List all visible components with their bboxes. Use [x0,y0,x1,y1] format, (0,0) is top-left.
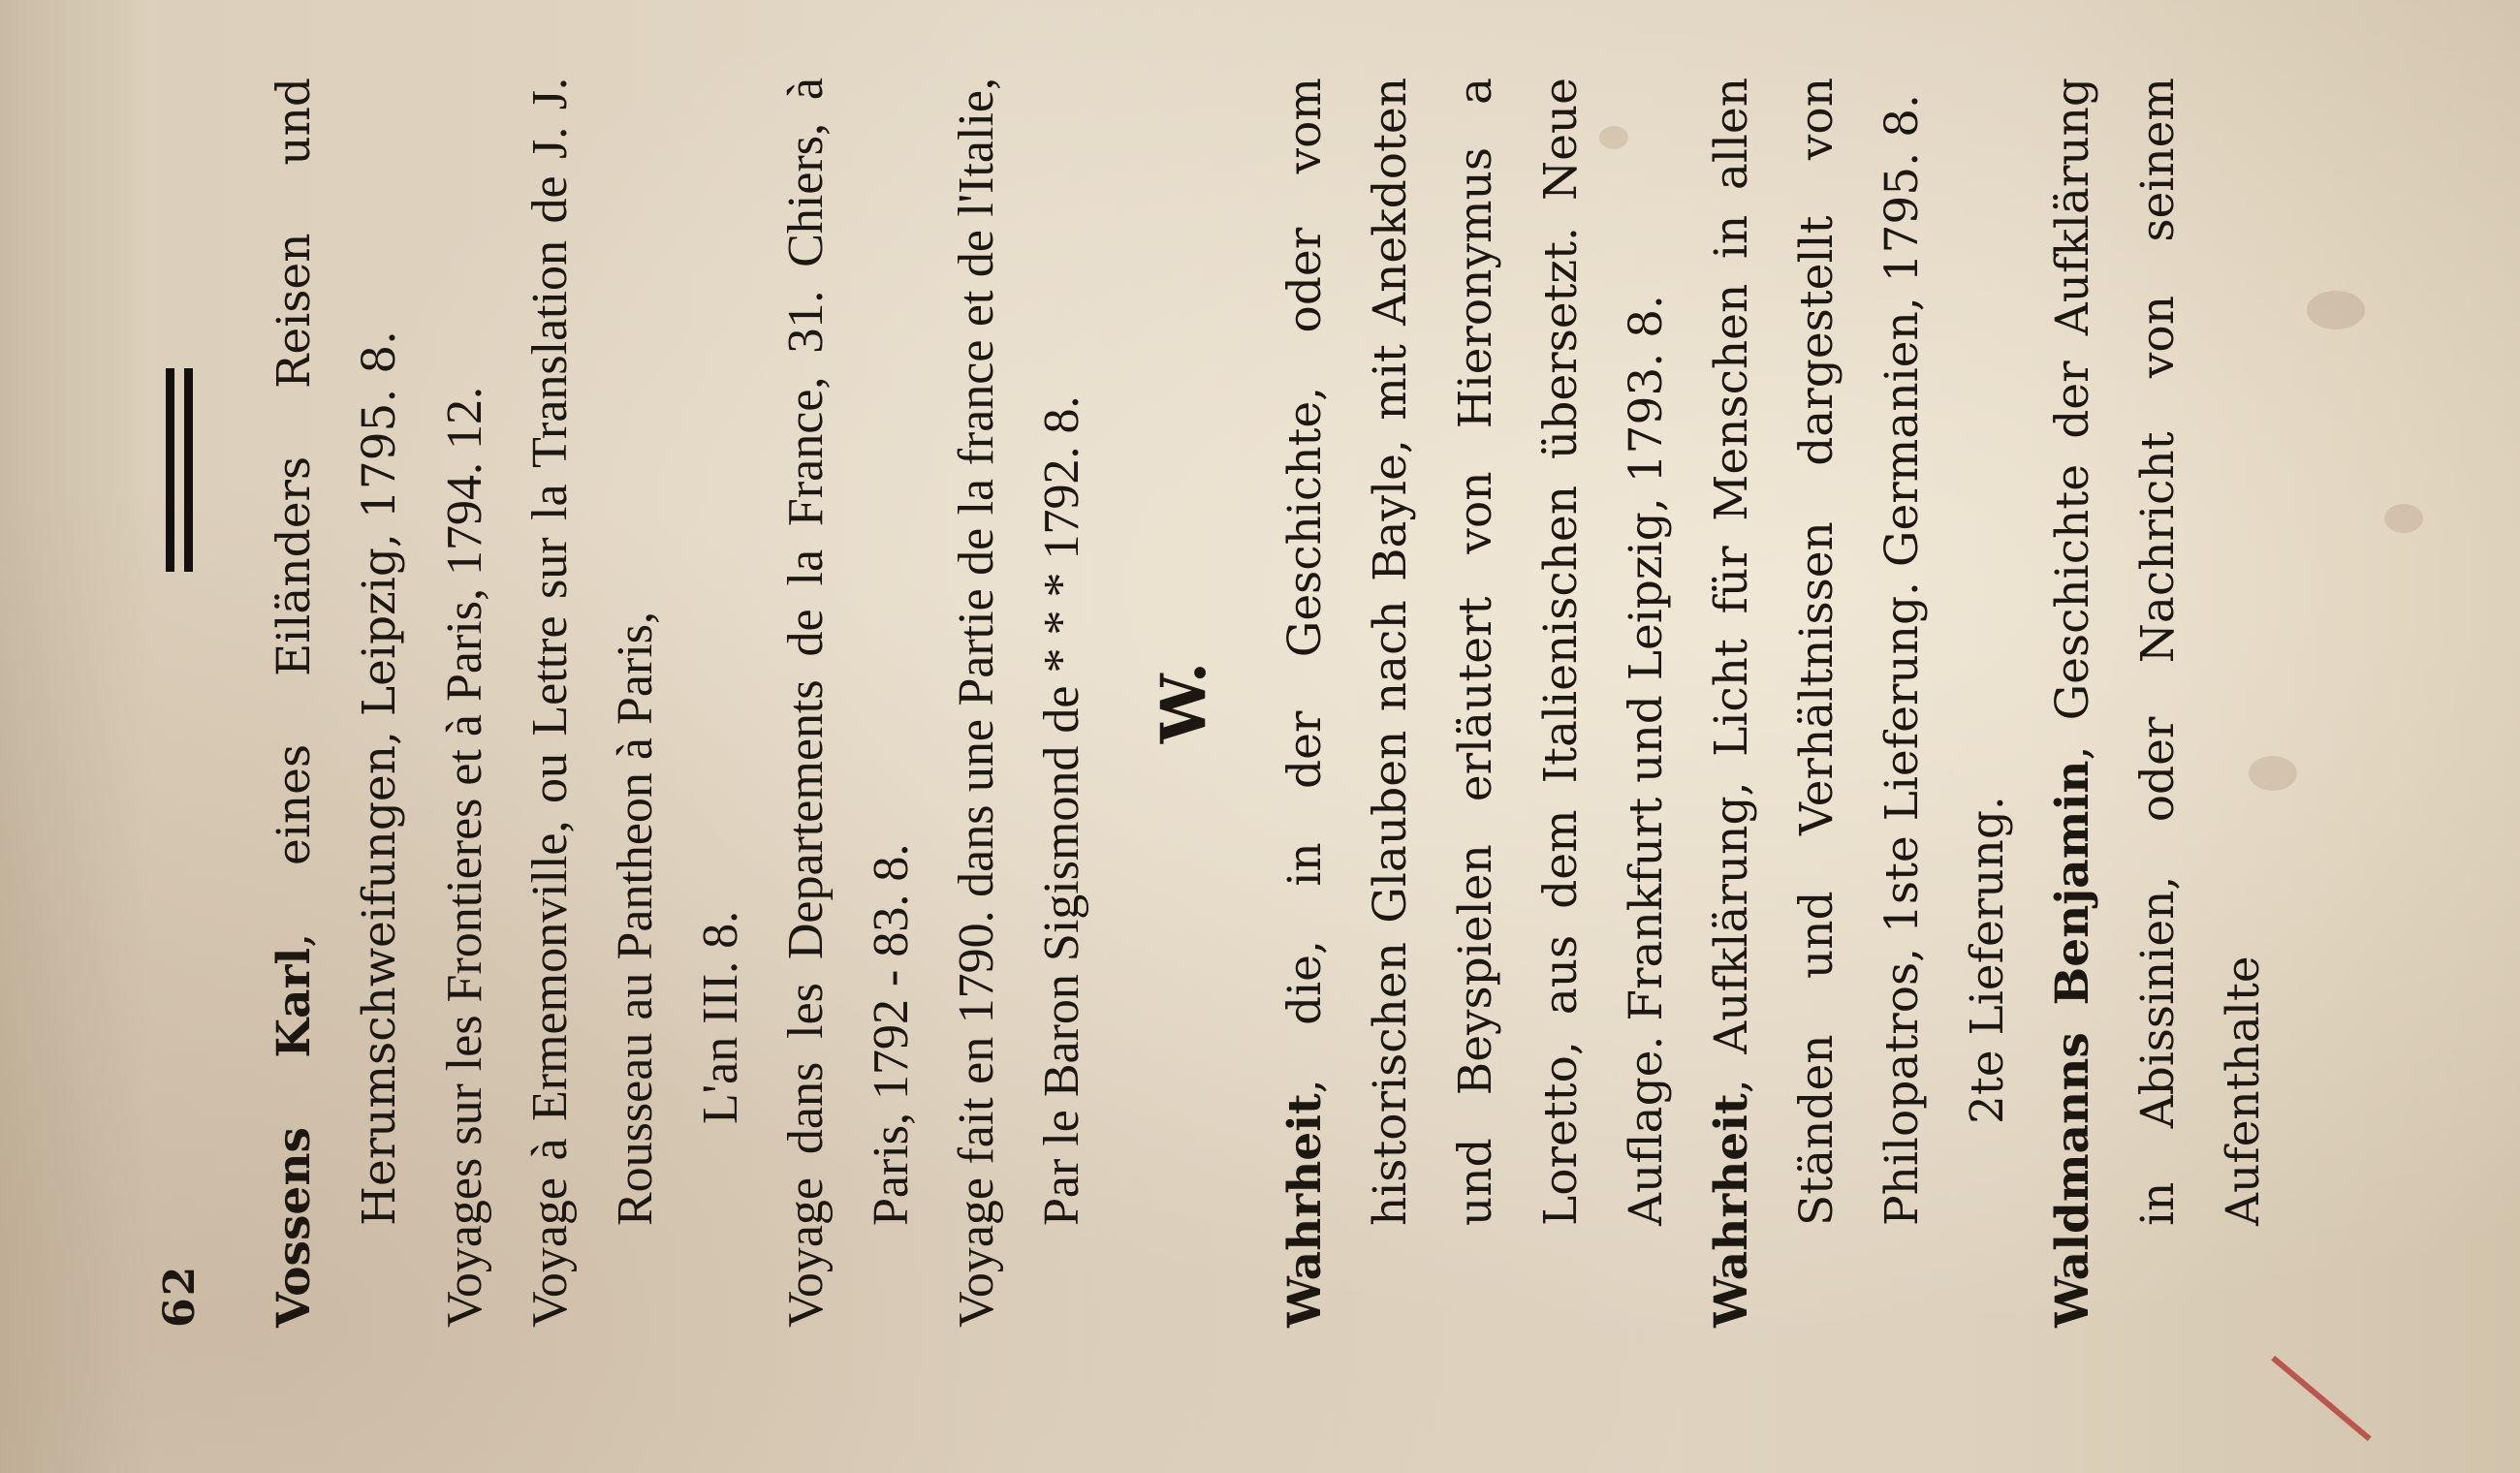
entry-title: Wahrheit [1278,1093,1332,1328]
section-heading: W. [1148,661,1220,744]
bibliography-entry [2031,78,2286,1328]
entry-details: , ou Lettre sur la Translation de J. J. Rousseau au Pantheon à Paris, [522,78,663,1226]
bibliography-entry [1263,78,1689,1328]
entry-title: Wahrheit [1705,1093,1758,1328]
entry-details: , Geschichte der Aufklärung in Abissinien, oder Nachricht von seinem Aufenthalte [2046,78,2270,1226]
double-rule [166,368,193,572]
entry-continuation: 2te Lieferung. [1961,796,2014,1124]
entry-title: Vossens Karl [268,947,321,1328]
bibliography-entry [423,78,508,1328]
entry-title: Voyage à Ermemonville [522,832,578,1328]
entry-title: Voyage fait en 1790. dans une Partie de la [949,478,1004,1328]
entry-title: Voyage dans les Departements de la France [778,389,834,1328]
bibliography-entry [508,78,678,1328]
entry-title: Voyages sur les Frontieres et à Paris [437,600,492,1328]
bibliography-entry [764,78,934,1328]
entry-details: , 1794. 12. [437,386,492,601]
entry-details: , 31. Chiers, à Paris, 1792 - 83. 8. [778,77,919,1226]
entry-details: france et de l'Italie, Par le Baron Sigismond de * * * 1792. 8. [949,78,1089,1226]
entry-title: Waldmanns Benjamin [2046,760,2099,1328]
entry-details: , die, in der Geschichte, oder vom historischen Glauben nach Bayle, mit Anekdoten und Beyspielen erläutert von Hieronymus a Loretto, aus dem Italienischen übersetzt. Neue Auflage. Frankfurt und Leipzig, 1793. 8. [1278,78,1673,1226]
entry-details: , Aufklärung, Licht für Menschen in allen Ständen und Verhältnissen dargestellt von Philopatros, 1ste Lieferung. Germanien, 1795. 8. [1705,78,1929,1226]
bibliography-entry [1689,78,1945,1328]
entry-details: , eines Eiländers Reisen und Herumschweifungen, Leipzig, 1795. 8. [268,78,406,1226]
bibliography-entry [934,78,1105,1328]
entry-continuation: L'an III. 8. [693,910,748,1124]
bibliography-entry [252,78,423,1328]
page-number: 62 [154,1264,205,1328]
page-header [145,78,213,1328]
